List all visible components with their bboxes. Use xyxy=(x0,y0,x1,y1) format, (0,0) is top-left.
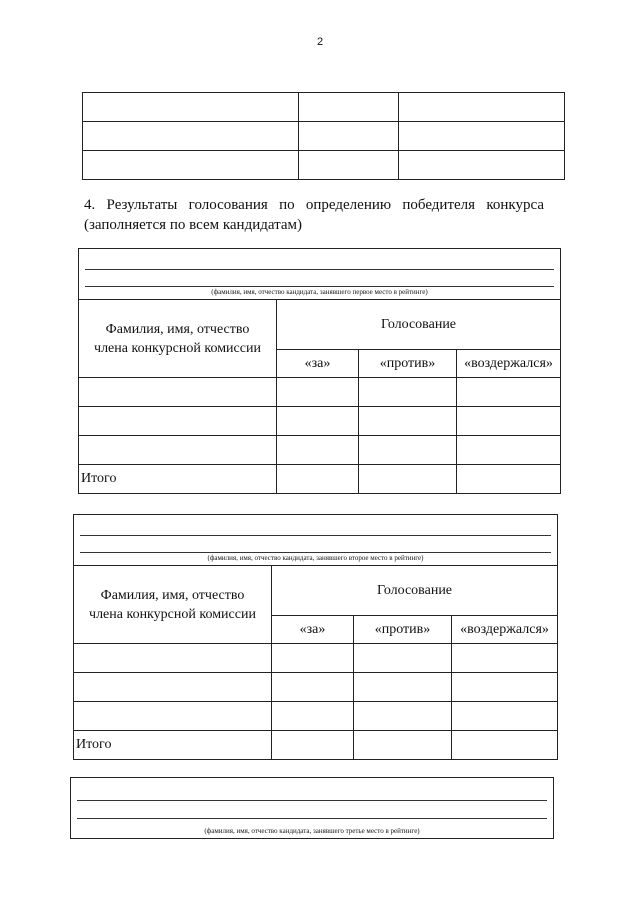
vote-cell[interactable] xyxy=(354,673,452,702)
vote-cell[interactable] xyxy=(457,407,561,436)
fio-header xyxy=(74,566,272,644)
vote-cell[interactable] xyxy=(452,644,558,673)
vote-cell[interactable] xyxy=(457,378,561,407)
total-cell[interactable] xyxy=(277,465,359,494)
vote-cell[interactable] xyxy=(277,436,359,465)
table-row xyxy=(83,93,565,122)
section-heading-line2: (заполняется по всем кандидатам) xyxy=(84,217,303,233)
vote-table-first xyxy=(78,248,561,494)
col-vozderzhalsya: «воздержался» xyxy=(452,616,558,644)
table-row xyxy=(79,407,561,436)
col-protiv: «против» xyxy=(354,616,452,644)
fill-line xyxy=(77,800,547,801)
table-cell[interactable] xyxy=(299,93,399,122)
table-row xyxy=(79,436,561,465)
vote-table-third xyxy=(70,777,554,839)
total-cell[interactable] xyxy=(457,465,561,494)
vote-cell[interactable] xyxy=(359,407,457,436)
table-cell[interactable] xyxy=(299,122,399,151)
vote-cell[interactable] xyxy=(452,702,558,731)
vote-header: Голосование xyxy=(277,300,561,350)
vote-cell[interactable] xyxy=(272,702,354,731)
candidate-caption: (фамилия, имя, отчество кандидата, занявшего первое место в рейтинге) xyxy=(211,288,428,296)
col-vozderzhalsya: «воздержался» xyxy=(457,350,561,378)
table-row xyxy=(74,644,558,673)
table-row xyxy=(74,673,558,702)
total-cell[interactable] xyxy=(452,731,558,760)
candidate-name-field[interactable] xyxy=(79,249,561,300)
vote-cell[interactable] xyxy=(452,673,558,702)
vote-cell[interactable] xyxy=(359,378,457,407)
col-protiv: «против» xyxy=(359,350,457,378)
table-cell[interactable] xyxy=(399,93,565,122)
section-heading xyxy=(84,195,544,235)
fio-header-line1: Фамилия, имя, отчество xyxy=(105,321,250,337)
table-cell[interactable] xyxy=(399,151,565,180)
vote-cell[interactable] xyxy=(359,436,457,465)
candidate-name-field[interactable] xyxy=(74,515,558,566)
col-za: «за» xyxy=(272,616,354,644)
table-cell[interactable] xyxy=(83,93,299,122)
table-cell[interactable] xyxy=(399,122,565,151)
page-number: 2 xyxy=(316,36,324,48)
col-za: «за» xyxy=(277,350,359,378)
fio-header-line2: члена конкурсной комиссии xyxy=(94,340,261,356)
vote-cell[interactable] xyxy=(354,702,452,731)
vote-cell[interactable] xyxy=(354,644,452,673)
vote-cell[interactable] xyxy=(277,407,359,436)
fill-line xyxy=(77,818,547,819)
table-row xyxy=(83,122,565,151)
vote-cell[interactable] xyxy=(272,673,354,702)
candidate-caption: (фамилия, имя, отчество кандидата, занявшего второе место в рейтинге) xyxy=(207,554,424,562)
total-cell[interactable] xyxy=(354,731,452,760)
table-row xyxy=(79,378,561,407)
candidate-caption: (фамилия, имя, отчество кандидата, занявшего третье место в рейтинге) xyxy=(204,827,420,835)
fill-line xyxy=(80,552,551,553)
total-cell[interactable] xyxy=(272,731,354,760)
table-cell[interactable] xyxy=(299,151,399,180)
vote-table-second xyxy=(73,514,558,760)
vote-cell[interactable] xyxy=(457,436,561,465)
fill-line xyxy=(85,286,554,287)
total-label: Итого xyxy=(79,465,277,494)
continuation-table xyxy=(82,92,565,180)
total-cell[interactable] xyxy=(359,465,457,494)
table-row xyxy=(74,702,558,731)
table-cell[interactable] xyxy=(83,122,299,151)
fill-line xyxy=(80,535,551,536)
total-label: Итого xyxy=(74,731,272,760)
table-cell[interactable] xyxy=(83,151,299,180)
vote-cell[interactable] xyxy=(277,378,359,407)
candidate-name-field[interactable] xyxy=(71,778,554,839)
fio-header-line1: Фамилия, имя, отчество xyxy=(100,587,245,603)
fio-header xyxy=(79,300,277,378)
fio-header-line2: члена конкурсной комиссии xyxy=(89,606,256,622)
vote-cell[interactable] xyxy=(272,644,354,673)
section-heading-line1: 4. Результаты голосования по определению победителя конкурса xyxy=(84,197,544,213)
vote-header: Голосование xyxy=(272,566,558,616)
table-row xyxy=(83,151,565,180)
fill-line xyxy=(85,269,554,270)
